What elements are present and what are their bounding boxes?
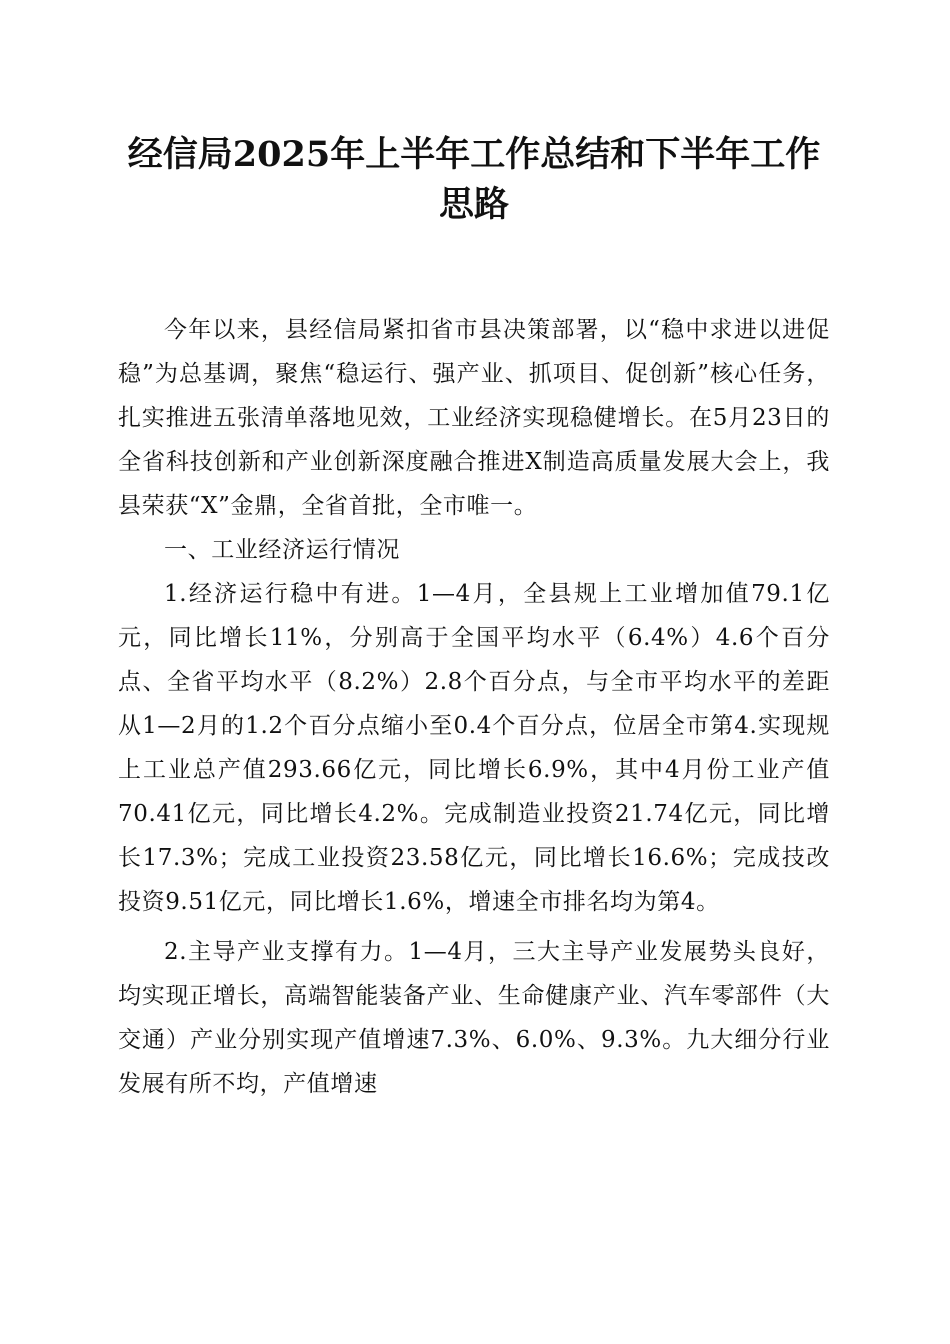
title-line-1: 经信局2025年上半年工作总结和下半年工作 bbox=[127, 134, 821, 175]
title-line-2: 思路 bbox=[438, 184, 509, 225]
document-title bbox=[118, 130, 830, 230]
body-paragraph-industries: 2.主导产业支撑有力。1—4月，三大主导产业发展势头良好，均实现正增长，高端智能装备产业、生命健康产业、汽车零部件（大交通）产业分别实现产值增速7.3%、6.0%、9.3%。九大细分行业发展有所不均，产值增速 bbox=[118, 939, 830, 1097]
body-paragraph-economy: 1.经济运行稳中有进。1—4月，全县规上工业增加值79.1亿元，同比增长11%，分别高于全国平均水平（6.4%）4.6个百分点、全省平均水平（8.2%）2.8个百分点，与全市平均水平的差距从1—2月的1.2个百分点缩小至0.4个百分点，位居全市第4.实现规上工业总产值293.66亿元，同比增长6.9%，其中4月份工业产值70.41亿元，同比增长4.2%。完成制造业投资21.74亿元，同比增长17.3%；完成工业投资23.58亿元，同比增长16.6%；完成技改投资9.51亿元，同比增长1.6%，增速全市排名均为第4。 bbox=[118, 581, 830, 915]
document-page bbox=[118, 130, 830, 1106]
section-heading: 一、工业经济运行情况 bbox=[164, 537, 400, 563]
intro-paragraph: 今年以来，县经信局紧扣省市县决策部署，以“稳中求进以进促稳”为总基调，聚焦“稳运行、强产业、抓项目、促创新”核心任务，扎实推进五张清单落地见效，工业经济实现稳健增长。在5月23日的全省科技创新和产业创新深度融合推进X制造高质量发展大会上，我县荣获“X”金鼎，全省首批，全市唯一。 bbox=[118, 317, 830, 519]
document-body bbox=[118, 308, 830, 1106]
